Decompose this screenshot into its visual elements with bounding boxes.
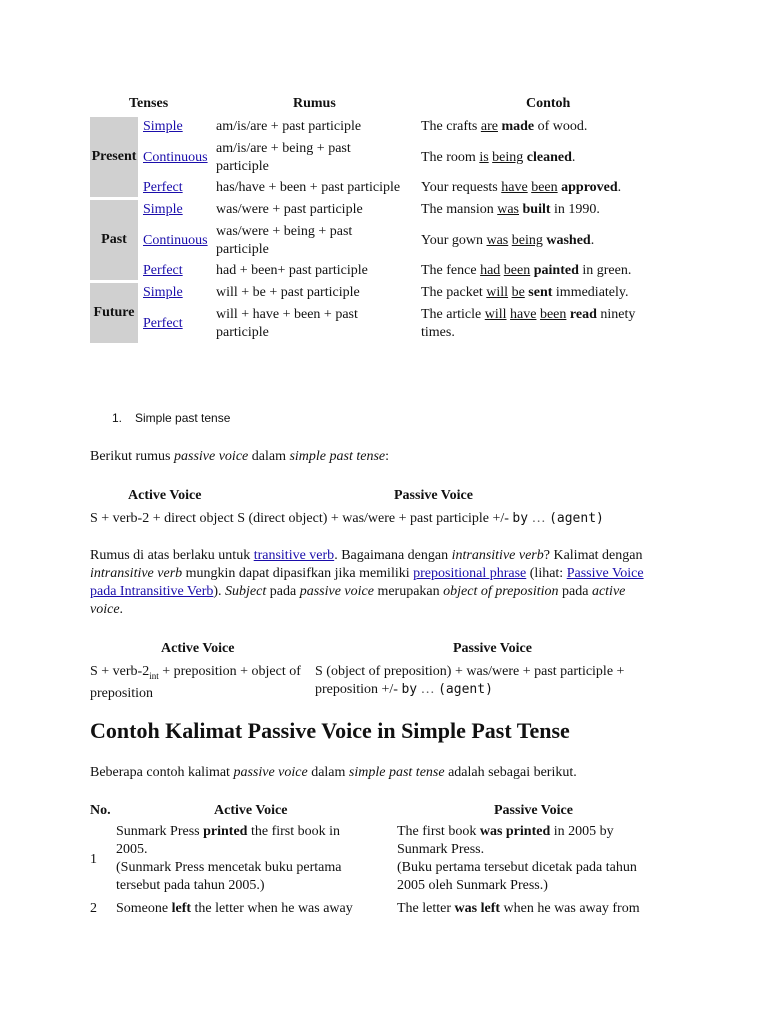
formula2-active-header: Active Voice — [161, 641, 235, 656]
contoh-cell: The room is being cleaned. — [421, 150, 576, 165]
explanation-paragraph: Rumus di atas berlaku untuk transitive verb. Bagaimana dengan intransitive verb? Kalimat dengan intransitive verb mungkin dapat dipasifkan jika memiliki prepositional phrase (lihat: Passive Voice pada Intransitive Verb). Subject pada passive voice merupakan object of preposition pada active voice. — [90, 548, 644, 617]
rumus-cell: am/is/are + past participle — [216, 119, 362, 134]
formula1-active-header: Active Voice — [128, 488, 202, 503]
table-header-contoh: Contoh — [526, 96, 571, 111]
tense-link[interactable]: Continuous — [143, 150, 208, 165]
rumus-cell: had + been+ past participle — [216, 263, 368, 278]
contoh-cell: The crafts are made of wood. — [421, 119, 588, 134]
section-number: 1. — [112, 411, 123, 425]
formula2-active: S + verb-$2_{int}$ + preposition + object of preposition — [90, 664, 301, 701]
intro-paragraph: Berikut rumus passive voice dalam simple past tense: — [90, 449, 390, 464]
row-number: 1 — [90, 852, 97, 867]
row-number: 2 — [90, 901, 97, 916]
transitive-verb-link[interactable]: transitive verb — [253, 548, 335, 563]
formula2-passive-header: Passive Voice — [453, 641, 532, 656]
formula2-passive: S (object of preposition) + was/were + past participle + preposition +/- by … (agent) — [315, 664, 625, 697]
intransitive-verb-link[interactable]: Passive Voice pada Intransitive Verb — [90, 566, 644, 599]
contoh-cell: The mansion was built in 1990. — [421, 202, 600, 217]
page-heading: Contoh Kalimat Passive Voice in Simple Past Tense — [90, 718, 570, 743]
passive-cell: The letter was left when he was away from — [397, 901, 640, 916]
rumus-cell: was/were + being + past participle — [216, 224, 353, 257]
group-present: Present — [90, 117, 138, 197]
group-future: Future — [90, 283, 138, 343]
tense-link[interactable]: Simple — [143, 119, 183, 134]
contoh-cell: Your requests have been approved. — [421, 180, 622, 195]
rumus-cell: was/were + past participle — [216, 202, 363, 217]
rumus-cell: will + have + been + past participle — [216, 307, 358, 340]
table-header-tenses: Tenses — [129, 96, 169, 111]
contoh-cell: The fence had been painted in green. — [421, 263, 632, 278]
examples-header-passive: Passive Voice — [494, 803, 573, 818]
tense-link[interactable]: Continuous — [143, 233, 208, 248]
rumus-cell: has/have + been + past participle — [216, 180, 401, 195]
tense-link[interactable]: Simple — [143, 285, 183, 300]
section-title: Simple past tense — [135, 411, 231, 425]
tense-link[interactable]: Perfect — [143, 180, 183, 195]
passive-cell: The first book was printed in 2005 by Sunmark Press. (Buku pertama tersebut dicetak pada tahun 2005 oleh Sunmark Press.) — [397, 824, 637, 893]
tense-link[interactable]: Simple — [143, 202, 183, 217]
tense-link[interactable]: Perfect — [143, 316, 183, 331]
contoh-cell: Your gown was being washed. — [421, 233, 595, 248]
rumus-cell: will + be + past participle — [216, 285, 360, 300]
prepositional-phrase-link[interactable]: prepositional phrase — [413, 566, 527, 581]
examples-intro: Beberapa contoh kalimat passive voice dalam simple past tense adalah sebagai berikut. — [90, 765, 577, 780]
tense-link[interactable]: Perfect — [143, 263, 183, 278]
formula1-passive-header: Passive Voice — [394, 488, 473, 503]
group-past: Past — [90, 200, 138, 280]
contoh-cell: The packet will be sent immediately. — [421, 285, 629, 300]
table-header-rumus: Rumus — [293, 96, 336, 111]
active-cell: Someone left the letter when he was away — [116, 901, 353, 916]
active-cell: Sunmark Press printed the first book in 2005. (Sunmark Press mencetak buku pertama tersebut pada tahun 2005.) — [116, 824, 342, 893]
rumus-cell: am/is/are + being + past participle — [216, 141, 351, 174]
examples-header-no: No. — [90, 803, 111, 818]
formula1-line: S + verb-2 + direct object S (direct object) + was/were + past participle +/- by … (agent) — [90, 511, 604, 526]
examples-header-active: Active Voice — [214, 803, 288, 818]
contoh-cell: The article will have been read ninety times. — [421, 307, 636, 340]
